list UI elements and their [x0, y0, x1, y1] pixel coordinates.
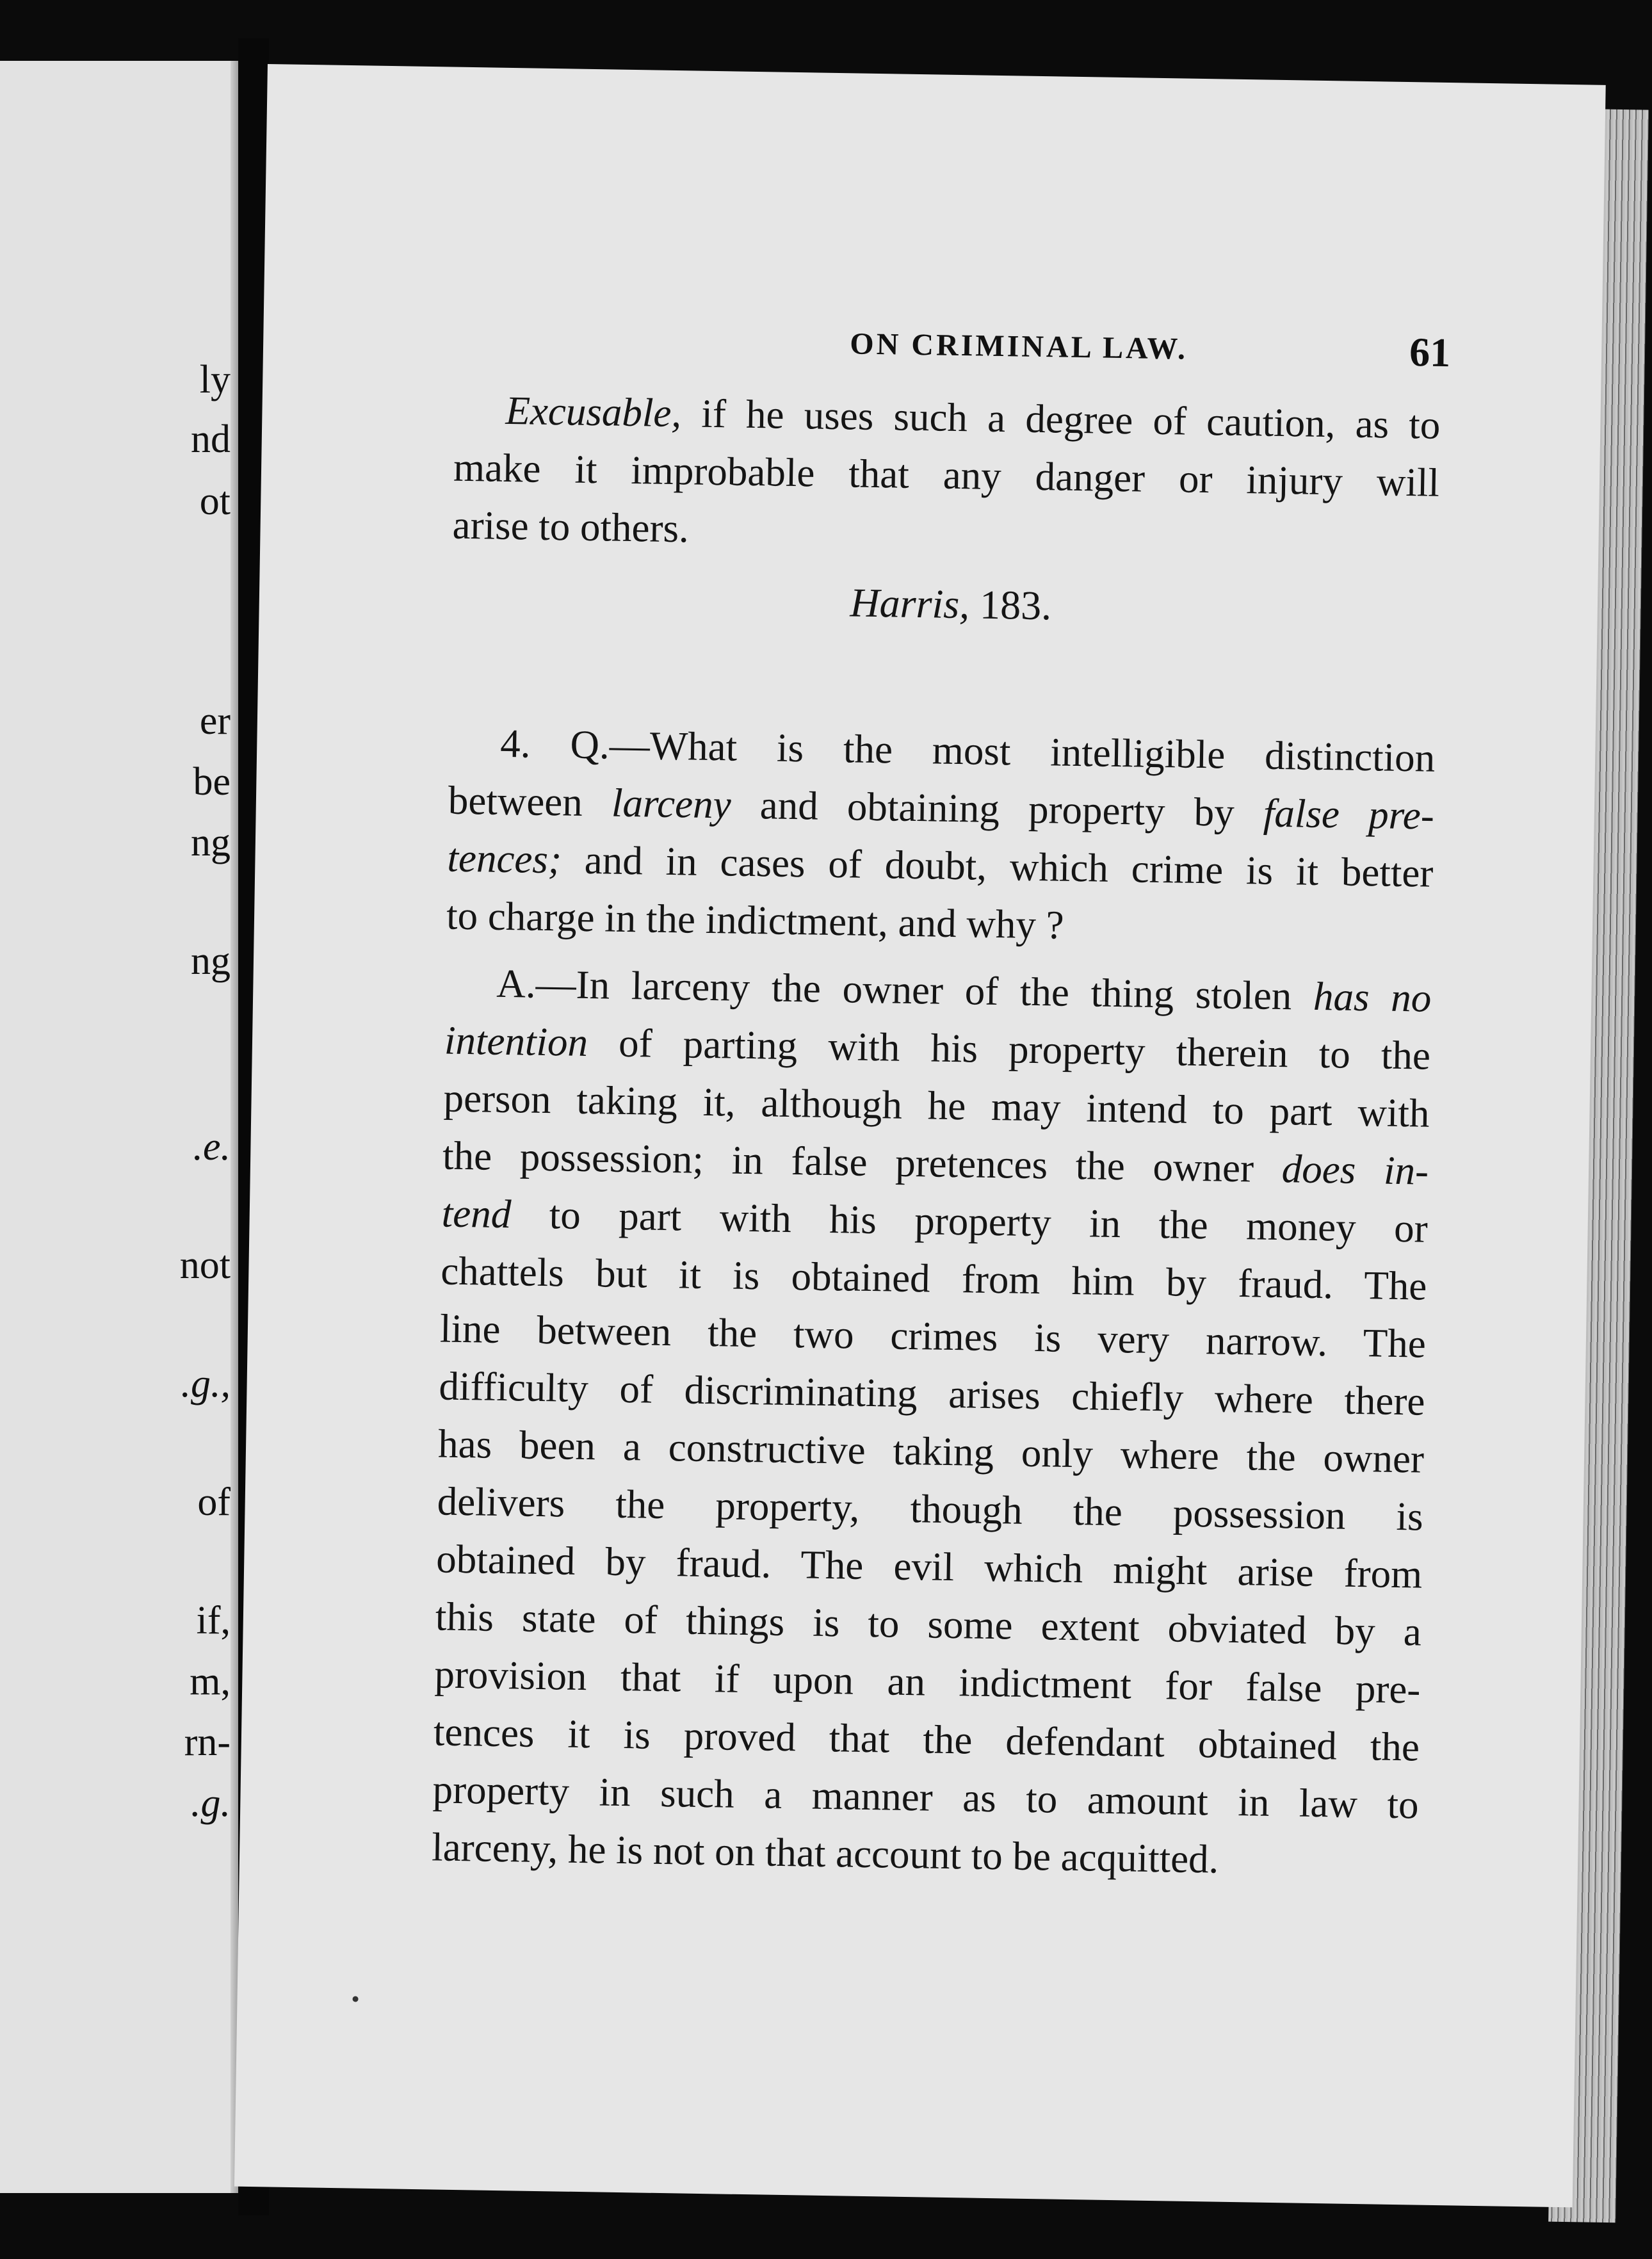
left-fragment: nd: [191, 417, 231, 461]
running-head: ON CRIMINAL LAW.: [850, 327, 1188, 366]
left-fragment: ng: [191, 821, 231, 864]
italic-term: does in-: [1281, 1146, 1429, 1194]
line-text: between: [448, 777, 612, 825]
left-fragment: er: [199, 699, 231, 743]
question-paragraph: [446, 714, 1435, 960]
paragraph-excusable: [452, 381, 1441, 569]
italic-term: Excusable,: [505, 387, 682, 436]
italic-term: tences;: [447, 835, 562, 882]
line-text: and in cases of doubt, which crime is it better: [561, 837, 1434, 896]
left-fragment: ly: [199, 358, 231, 401]
left-fragment: rn-: [184, 1721, 231, 1764]
text-line: larceny, he is not on that account to be acquitted.: [431, 1824, 1219, 1882]
citation-name: Harris,: [849, 579, 970, 628]
citation-page: 183.: [969, 581, 1052, 629]
left-fragment: m,: [190, 1660, 231, 1703]
right-page: [234, 64, 1606, 2207]
left-fragment: .g.: [191, 1781, 231, 1825]
left-fragment: .e.: [193, 1125, 231, 1169]
left-fragment: be: [193, 760, 231, 804]
citation: [739, 578, 1162, 631]
text-line: has been a constructive taking only where the owner: [437, 1421, 1425, 1482]
left-fragment: of: [197, 1480, 231, 1524]
text-line: to charge in the indictment, and why ?: [446, 893, 1065, 948]
left-fragment: not: [179, 1243, 231, 1287]
ink-speck: [352, 1996, 358, 2002]
line-text: to part with his property in the money or: [510, 1192, 1429, 1251]
line-text: and obtaining property by: [731, 782, 1264, 836]
page-number: 61: [1409, 329, 1451, 376]
text-line: line between the two crimes is very narrow. The: [439, 1306, 1427, 1366]
text-line: delivers the property, though the possession is: [437, 1478, 1424, 1539]
line-text: A.—In larceny the owner of the thing stolen: [496, 960, 1314, 1019]
text-line: provision that if upon an indictment for false pre-: [433, 1651, 1421, 1712]
line-text: the possession; in false pretences the owner: [442, 1133, 1283, 1192]
left-fragment: if,: [196, 1599, 231, 1642]
text-line: tences it is proved that the defendant obtained the: [433, 1709, 1420, 1770]
italic-term: larceny: [611, 780, 732, 827]
text-line: make it improbable that any danger or injury will: [453, 444, 1440, 505]
text-line: person taking it, although he may intend to part with: [443, 1075, 1430, 1136]
answer-paragraph: [432, 954, 1432, 1891]
line-text: if he uses such a degree of caution, as to: [681, 391, 1441, 448]
text-line: difficulty of discriminating arises chiefly where there: [439, 1363, 1425, 1424]
text-line: obtained by fraud. The evil which might arise from: [435, 1536, 1423, 1597]
left-fragment: ng: [191, 939, 231, 983]
left-fragment: .g.,: [181, 1362, 231, 1405]
text-line: chattels but it is obtained from him by fraud. The: [440, 1248, 1427, 1309]
left-fragment: ot: [199, 480, 231, 523]
italic-term: false pre-: [1263, 790, 1435, 838]
italic-term: intention: [444, 1017, 588, 1065]
text-line: this state of things is to some extent obviated by a: [435, 1594, 1422, 1655]
text-line: arise to others.: [452, 502, 690, 551]
line-text: of parting with his property therein to the: [587, 1020, 1431, 1078]
text-line: 4. Q.—What is the most intelligible distinction: [499, 720, 1436, 781]
text-line: property in such a manner as to amount in law to: [432, 1767, 1420, 1827]
italic-term: tend: [441, 1190, 512, 1237]
italic-term: has no: [1313, 973, 1432, 1021]
